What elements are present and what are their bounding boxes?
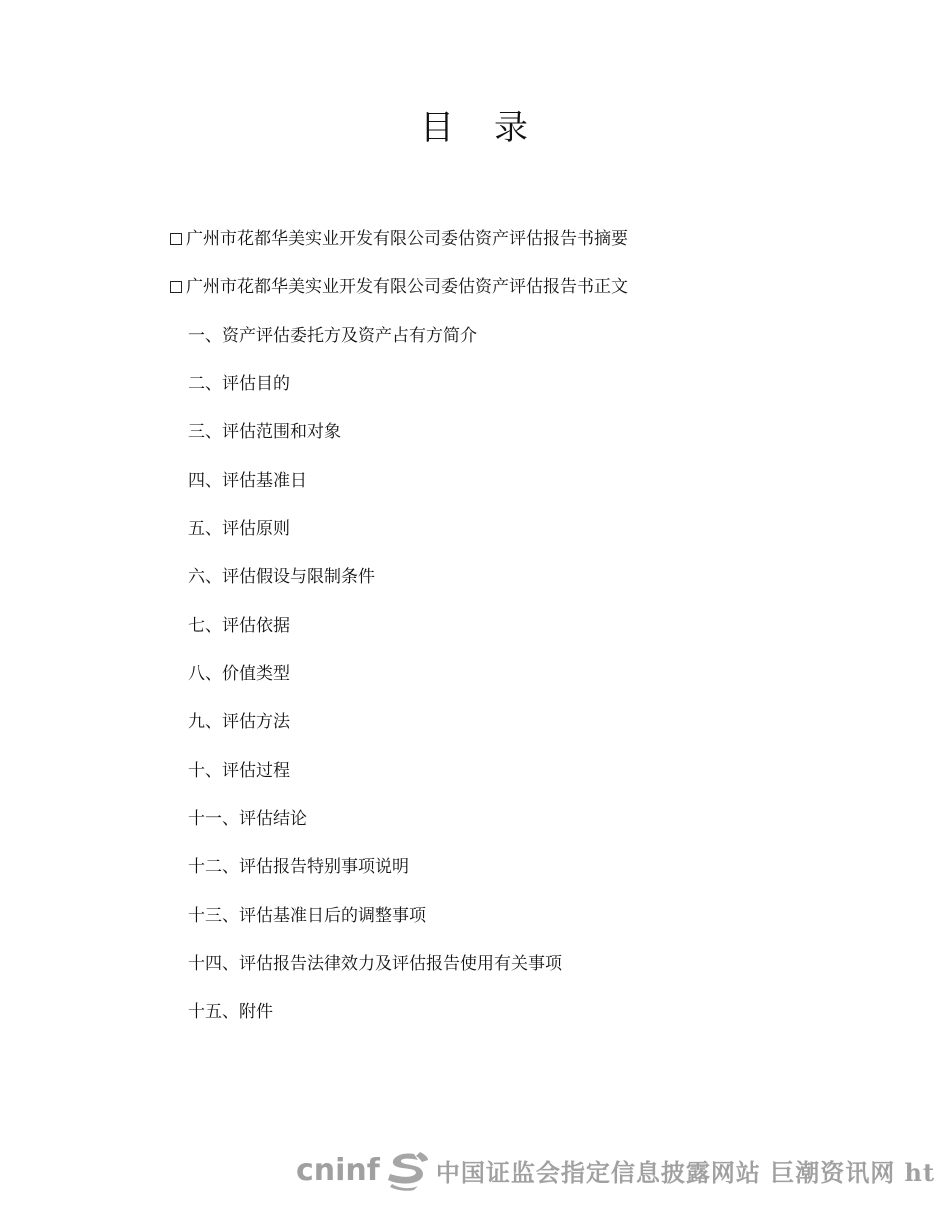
checkbox-icon — [170, 233, 182, 245]
watermark-text: 中国证监会指定信息披露网站 巨潮资讯网 ht — [435, 1157, 936, 1187]
watermark-brand: cninf — [296, 1152, 380, 1188]
toc-item: 五、评估原则 — [188, 519, 290, 539]
page-title — [0, 100, 950, 149]
toc-item-label: 广州市花都华美实业开发有限公司委估资产评估报告书摘要 — [186, 229, 628, 249]
toc-item: 一、资产评估委托方及资产占有方简介 — [188, 326, 477, 346]
toc-item-main-text — [170, 274, 628, 300]
toc-item: 七、评估依据 — [188, 616, 290, 636]
title-char-1: 目 — [420, 108, 456, 148]
toc-item: 十二、评估报告特别事项说明 — [188, 857, 409, 877]
checkbox-icon — [170, 281, 182, 293]
title-char-2: 录 — [494, 108, 530, 148]
toc-item: 三、评估范围和对象 — [188, 422, 341, 442]
toc-item: 十四、评估报告法律效力及评估报告使用有关事项 — [188, 954, 562, 974]
toc-item-summary — [170, 226, 628, 252]
toc-item: 九、评估方法 — [188, 712, 290, 732]
toc-item: 六、评估假设与限制条件 — [188, 567, 375, 587]
toc-item: 二、评估目的 — [188, 374, 290, 394]
toc-item: 四、评估基准日 — [188, 471, 307, 491]
toc-item: 八、价值类型 — [188, 664, 290, 684]
toc-item: 十一、评估结论 — [188, 809, 307, 829]
toc-item: 十五、附件 — [188, 1002, 273, 1022]
toc-item: 十、评估过程 — [188, 761, 290, 781]
cninfo-watermark — [296, 1146, 935, 1194]
cninfo-logo-icon — [384, 1148, 430, 1192]
toc-item: 十三、评估基准日后的调整事项 — [188, 906, 426, 926]
toc-item-label: 广州市花都华美实业开发有限公司委估资产评估报告书正文 — [186, 277, 628, 297]
